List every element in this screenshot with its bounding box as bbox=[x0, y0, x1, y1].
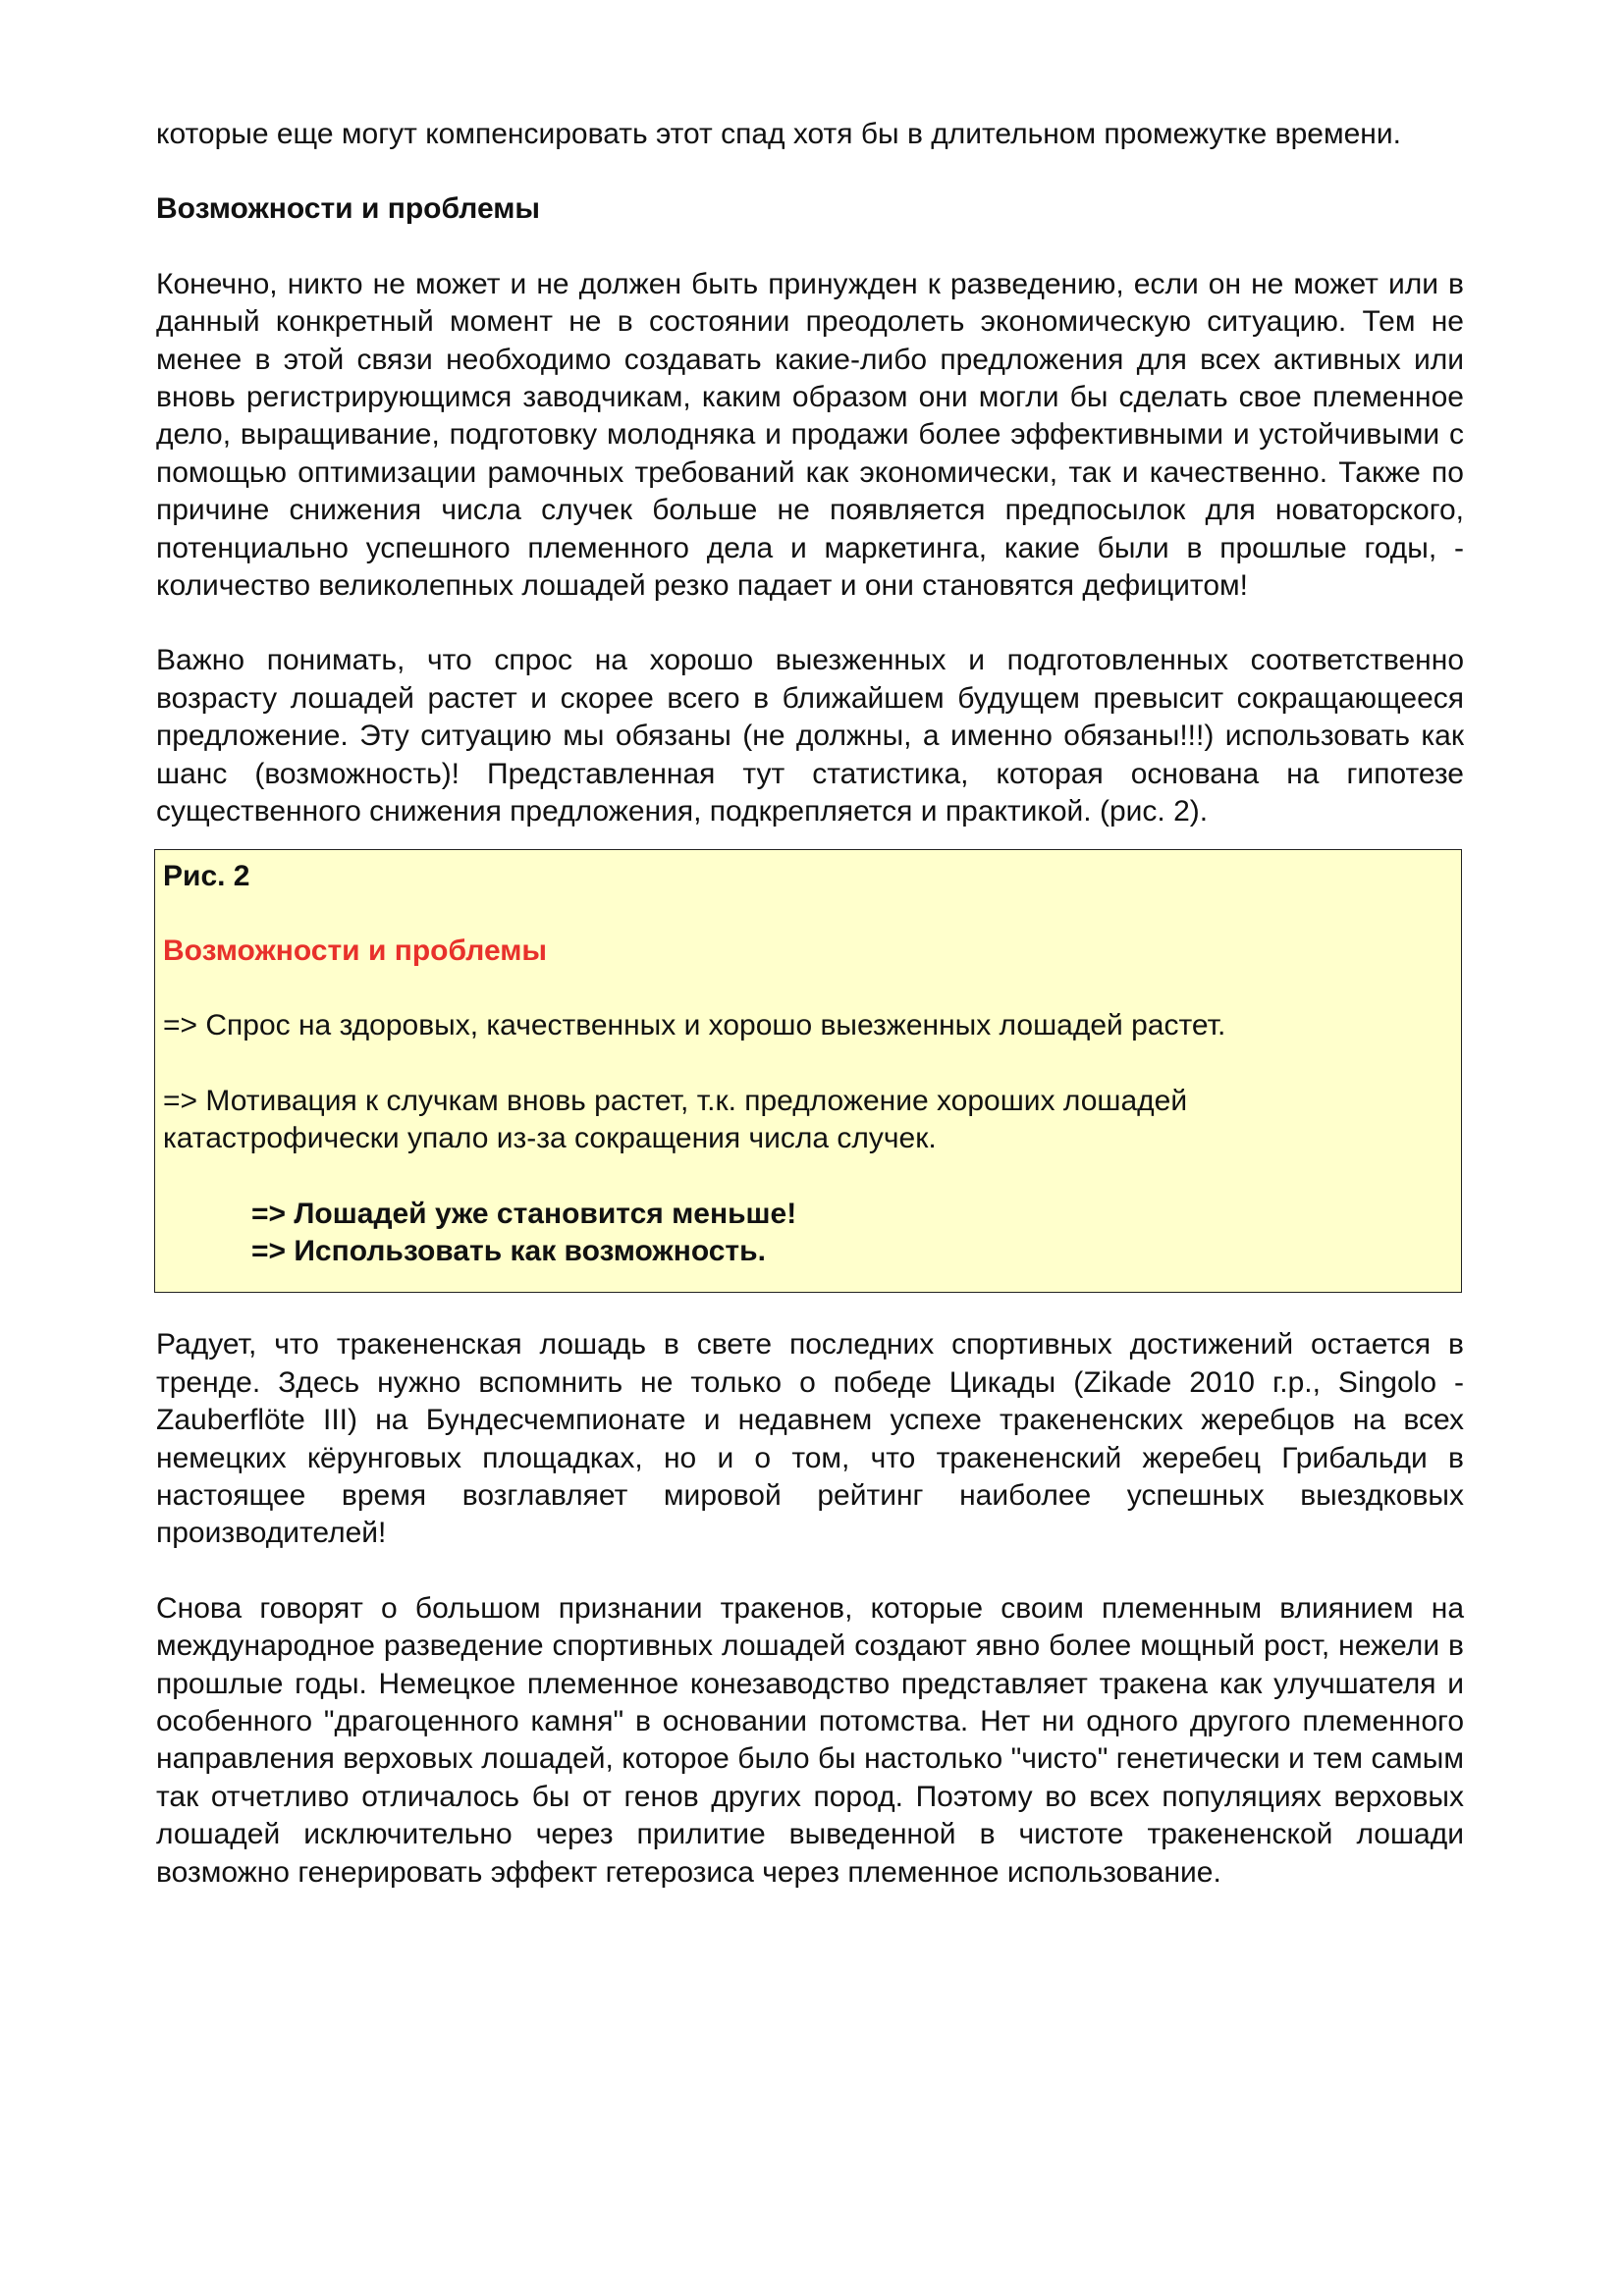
figure-conclusion: => Лошадей уже становится меньше! bbox=[251, 1197, 797, 1230]
figure-point: => Спрос на здоровых, качественных и хорошо выезженных лошадей растет. bbox=[163, 1009, 1226, 1042]
spacer bbox=[163, 970, 1453, 1007]
spacer bbox=[156, 153, 1464, 190]
document-page bbox=[156, 116, 1464, 1892]
spacer bbox=[163, 895, 1453, 933]
figure-title: Возможности и проблемы bbox=[163, 934, 548, 967]
spacer bbox=[163, 1045, 1453, 1083]
figure-label: Рис. 2 bbox=[163, 859, 250, 892]
figure-conclusion: => Использовать как возможность. bbox=[251, 1234, 766, 1267]
figure-box bbox=[154, 849, 1462, 1294]
body-paragraph: Конечно, никто не может и не должен быть принужден к разведению, если он не может или в данный конкретный момент не в состоянии преодолеть экономическую ситуацию. Тем не менее в этой связи необходимо создавать какие-либо предложения для всех активных или вновь регистрирующимся заводчикам, каким образом они могли бы сделать свое племенное дело, выращивание, подготовку молодняка и продажи более эффективными и устойчивыми с помощью оптимизации рамочных требований как экономически, так и качественно. Также по причине снижения числа случек больше не появляется предпосылок для новаторского, потенциально успешного племенного дела и маркетинга, какие были в прошлые годы, - количество великолепных лошадей резко падает и они становятся дефицитом! bbox=[156, 267, 1464, 603]
figure-point: => Мотивация к случкам вновь растет, т.к. предложение хороших лошадей катастрофически упало из-за сокращения числа случек. bbox=[163, 1084, 1188, 1155]
spacer bbox=[156, 1553, 1464, 1590]
body-paragraph: Снова говорят о большом признании тракенов, которые своим племенным влиянием на международное разведение спортивных лошадей создают явно более мощный рост, нежели в прошлые годы. Немецкое племенное конезаводство представляет тракена как улучшателя и особенного "драгоценного камня" в основании потомства. Нет ни одного другого племенного направления верховых лошадей, которое было бы настолько "чисто" генетически и тем самым так отчетливо отличалось бы от генов других пород. Поэтому во всех популяциях верховых лошадей исключительно через прилитие выведенной в чистоте тракененской лошади возможно генерировать эффект гетерозиса через племенное использование. bbox=[156, 1591, 1464, 1889]
intro-paragraph: которые еще могут компенсировать этот спад хотя бы в длительном промежутке времени. bbox=[156, 118, 1401, 150]
body-paragraph: Важно понимать, что спрос на хорошо выезженных и подготовленных соответственно возрасту лошадей растет и скорее всего в ближайшем будущем превысит сокращающееся предложение. Эту ситуацию мы обязаны (не должны, а именно обязаны!!!) использовать как шанс (возможность)! Представленная тут статистика, которая основана на гипотезе существенного снижения предложения, подкрепляется и практикой. (рис. 2). bbox=[156, 644, 1464, 828]
spacer bbox=[156, 229, 1464, 266]
spacer bbox=[156, 605, 1464, 642]
section-heading: Возможности и проблемы bbox=[156, 192, 541, 226]
body-paragraph: Радует, что тракененская лошадь в свете последних спортивных достижений остается в тренде. Здесь нужно вспомнить не только о победе Цикады (Zikade 2010 г.р., Singolo - Zauberflöte III) на Бундесчемпионате и недавнем успехе тракененских жеребцов на всех немецких кёрунговых площадках, но и о том, что тракененский жеребец Грибальди в настоящее время возглавляет мировой рейтинг наиболее успешных выездковых производителей! bbox=[156, 1328, 1464, 1550]
spacer bbox=[163, 1158, 1453, 1196]
